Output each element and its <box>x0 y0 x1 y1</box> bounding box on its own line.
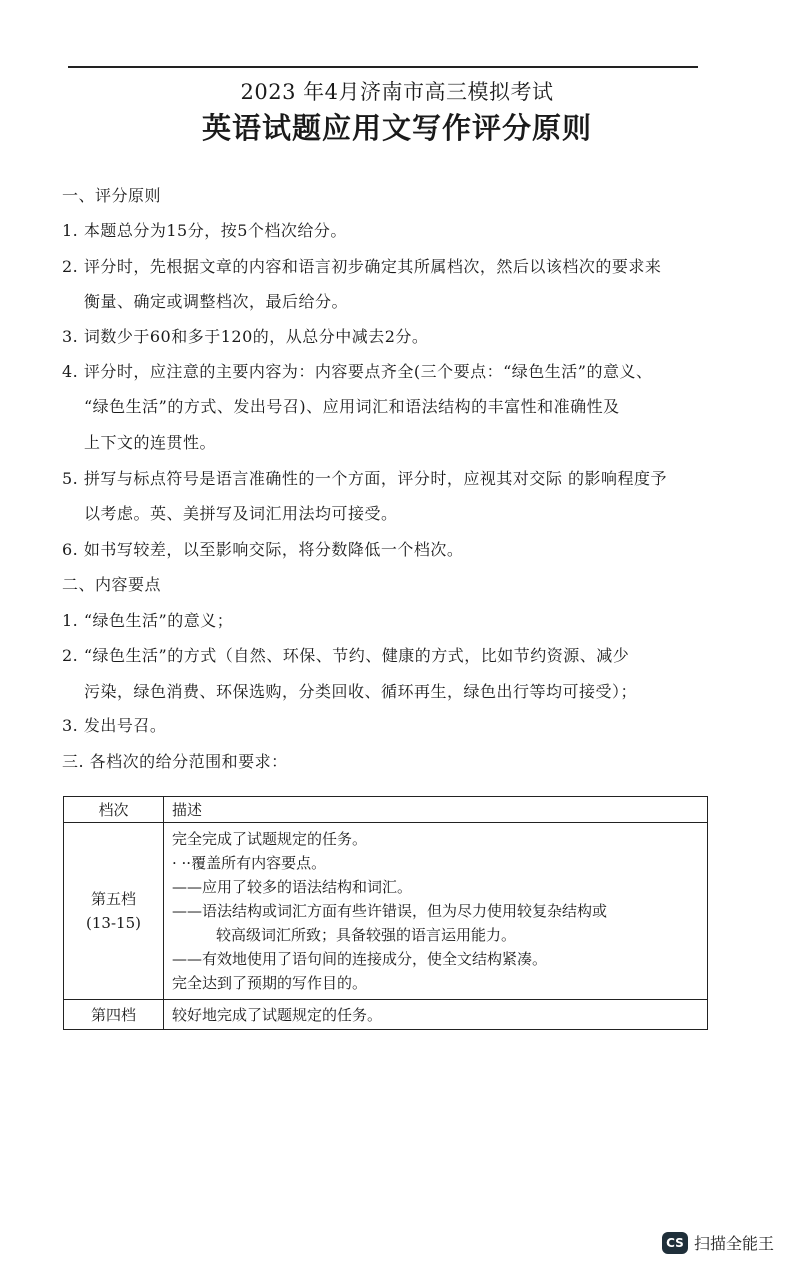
rule-item-2: 2. 评分时，先根据文章的内容和语言初步确定其所属档次，然后以该档次的要求来 <box>62 257 662 276</box>
section-heading-1: 一、评分原则 <box>62 186 162 205</box>
point-item-2: 2. “绿色生活”的方式（自然、环保、节约、健康的方式，比如节约资源、减少 <box>62 646 630 665</box>
camscanner-logo-icon: CS <box>662 1232 688 1254</box>
scoring-table <box>63 796 708 1030</box>
scanner-watermark <box>662 1231 774 1254</box>
top-rule <box>68 66 698 68</box>
section-heading-2: 二、内容要点 <box>62 575 162 594</box>
page-title: 英语试题应用文写作评分原则 <box>201 111 592 145</box>
point-item-2-cont: 污染，绿色消费、环保选购，分类回收、循环再生，绿色出行等均可接受）； <box>84 682 638 701</box>
desc-line: ——有效地使用了语句间的连接成分，使全文结构紧凑。 <box>172 950 548 968</box>
rule-item-6: 6. 如书写较差，以至影响交际，将分数降低一个档次。 <box>62 540 464 559</box>
watermark-text: 扫描全能王 <box>693 1234 774 1253</box>
rule-item-5: 5. 拼写与标点符号是语言准确性的一个方面，评分时，应视其对交际 的影响程度予 <box>62 469 667 488</box>
rule-item-4-cont2: 上下文的连贯性。 <box>84 433 217 452</box>
table-row <box>64 1000 708 1030</box>
level-name: 第五档 <box>90 890 136 908</box>
level-cell: 第四档 <box>64 1000 164 1030</box>
desc-line: 完全完成了试题规定的任务。 <box>172 830 368 848</box>
column-header-desc: 描述 <box>164 797 708 823</box>
level-range: (13-15) <box>86 914 141 932</box>
description-cell: 较好地完成了试题规定的任务。 <box>164 1000 708 1030</box>
point-item-1: 1. “绿色生活”的意义； <box>62 611 234 630</box>
table-header-row <box>64 797 708 823</box>
desc-line: 完全达到了预期的写作目的。 <box>172 974 368 992</box>
desc-line: ——应用了较多的语法结构和词汇。 <box>172 878 413 896</box>
description-cell <box>164 823 708 1000</box>
rule-item-3: 3. 词数少于60和多于120的，从总分中减去2分。 <box>62 327 429 346</box>
column-header-level: 档次 <box>64 797 164 823</box>
rule-item-5-cont: 以考虑。英、美拼写及词汇用法均可接受。 <box>84 504 398 523</box>
table-row <box>64 823 708 1000</box>
rule-item-4: 4. 评分时，应注意的主要内容为：内容要点齐全(三个要点：“绿色生活”的意义、 <box>62 362 653 381</box>
desc-line: · ··覆盖所有内容要点。 <box>172 854 327 872</box>
level-cell <box>64 823 164 1000</box>
desc-line: 较高级词汇所致；具备较强的语言运用能力。 <box>216 926 517 944</box>
desc-line: ——语法结构或词汇方面有些许错误，但为尽力使用较复杂结构或 <box>172 902 608 920</box>
rule-item-1: 1. 本题总分为15分，按5个档次给分。 <box>62 221 347 240</box>
rule-item-2-cont: 衡量、确定或调整档次，最后给分。 <box>84 292 349 311</box>
section-heading-3: 三. 各档次的给分范围和要求： <box>62 752 288 771</box>
rule-item-4-cont: “绿色生活”的方式、发出号召)、应用词汇和语法结构的丰富性和准确性及 <box>84 397 620 416</box>
exam-title: 2023 年4月济南市高三模拟考试 <box>240 80 554 104</box>
point-item-3: 3. 发出号召。 <box>62 716 167 735</box>
